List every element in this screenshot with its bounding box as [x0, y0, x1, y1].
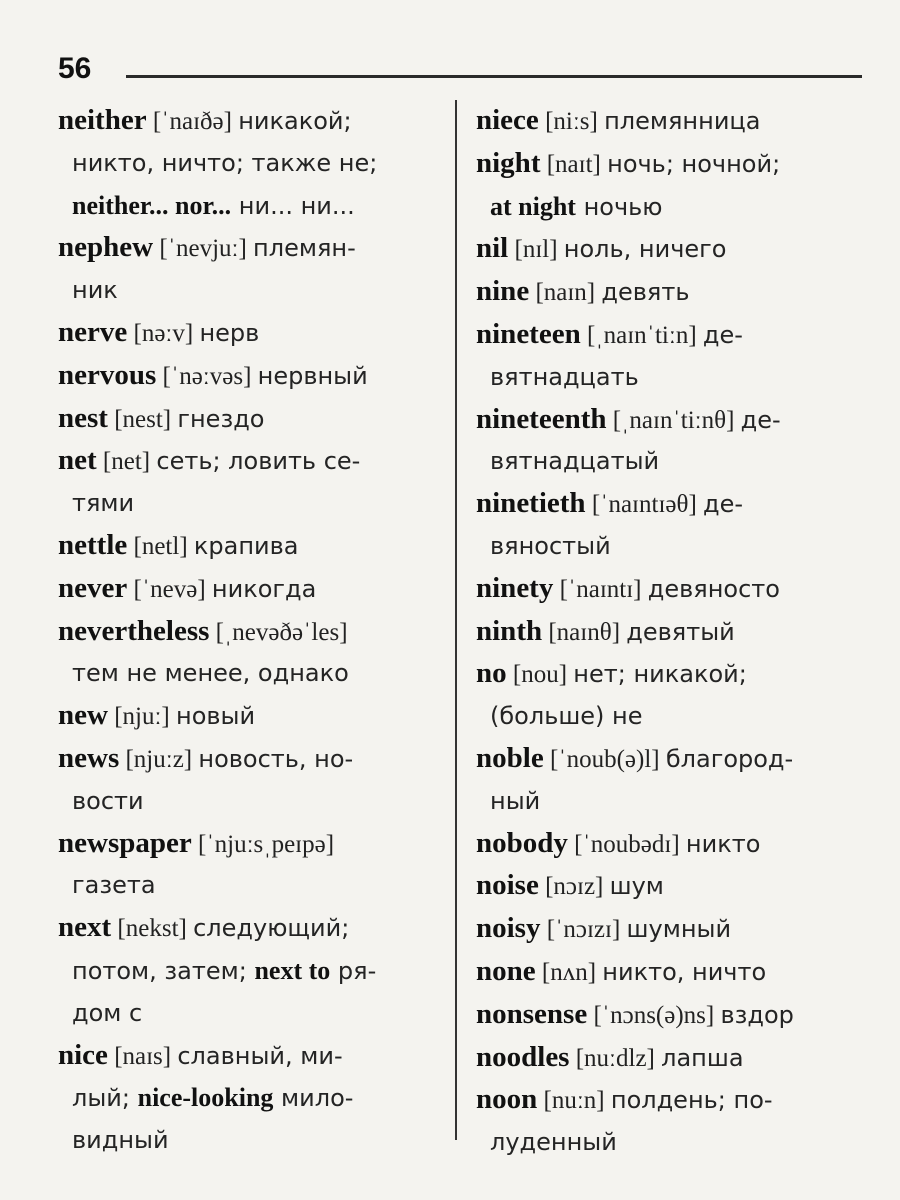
definition: племянница: [604, 107, 761, 135]
definition: девятый: [626, 617, 735, 646]
definition: следующий;: [193, 914, 350, 943]
dictionary-entry: [58, 823, 440, 908]
transcription: [ˈnɔɪzɪ]: [540, 916, 627, 944]
entry-continuation-line: [476, 441, 860, 483]
transcription: [nou]: [506, 661, 574, 689]
entry-first-line: [476, 823, 860, 866]
dictionary-entry: [58, 695, 440, 738]
entry-first-line: [476, 1037, 860, 1080]
dictionary-entry: [476, 823, 860, 866]
dictionary-entry: [476, 738, 860, 823]
headword: nobody: [476, 826, 568, 859]
definition: де-: [703, 490, 744, 519]
definition: ночью: [575, 192, 663, 221]
headword: ninth: [476, 614, 543, 647]
phrase: neither... nor...: [72, 190, 232, 220]
dictionary-entry: [476, 908, 860, 951]
headword: ninety: [476, 571, 554, 604]
headword: nice: [58, 1038, 108, 1071]
entry-first-line: [476, 994, 860, 1037]
entry-first-line: [58, 1035, 440, 1078]
entry-first-line: [58, 738, 440, 781]
entry-first-line: [58, 227, 440, 270]
definition: мило-: [273, 1084, 354, 1113]
entry-first-line: [476, 271, 860, 314]
dictionary-entry: [58, 525, 440, 568]
headword: noble: [476, 741, 544, 774]
dictionary-entry: [476, 100, 860, 143]
phrase: at night: [490, 191, 576, 221]
headword: nephew: [58, 231, 154, 264]
dictionary-entry: [476, 483, 860, 568]
dictionary-entry: [476, 568, 860, 611]
definition: гнездо: [177, 404, 265, 433]
definition: (больше) не: [490, 702, 643, 731]
definition: новый: [176, 702, 256, 731]
definition: крапива: [193, 531, 299, 560]
headword: nevertheless: [58, 614, 210, 647]
dictionary-column-right: [476, 100, 860, 1164]
transcription: [njuːz]: [119, 745, 199, 773]
entry-first-line: [476, 908, 860, 951]
definition: ноль, ничего: [563, 235, 727, 264]
definition: никакой;: [238, 107, 352, 135]
entry-continuation-line: [58, 483, 440, 525]
definition: вздор: [720, 1000, 794, 1029]
transcription: [ˈnaɪðə]: [146, 108, 239, 135]
entry-continuation-line: [58, 781, 440, 823]
headword: nineteenth: [476, 402, 607, 435]
definition: племян-: [253, 234, 356, 263]
entry-first-line: [58, 355, 440, 398]
entry-continuation-line: [476, 357, 860, 399]
headword: never: [58, 571, 128, 604]
transcription: [nəːv]: [127, 319, 200, 347]
entry-continuation-line: [58, 865, 440, 907]
headword: news: [58, 741, 120, 774]
dictionary-entry: [58, 1035, 440, 1162]
dictionary-entry: [58, 738, 440, 823]
transcription: [ˈnoubədɪ]: [567, 830, 686, 858]
transcription: [ˌnevəðəˈles]: [209, 618, 348, 646]
dictionary-entry: [476, 653, 860, 738]
headword: none: [476, 954, 536, 987]
entry-first-line: [476, 483, 860, 526]
definition: потом, затем;: [72, 956, 255, 985]
headword: no: [476, 657, 507, 690]
headword: nest: [58, 401, 108, 434]
definition: ни... ни...: [231, 191, 355, 220]
transcription: [naɪs]: [107, 1042, 178, 1070]
phrase: nice-looking: [137, 1083, 274, 1113]
transcription: [netl]: [127, 532, 194, 560]
header-rule: [126, 75, 862, 78]
headword: noisy: [476, 912, 541, 945]
definition: де-: [740, 405, 781, 434]
entry-continuation-line: [476, 186, 860, 229]
entry-continuation-line: [476, 696, 860, 738]
entry-first-line: [476, 568, 860, 611]
definition: тями: [72, 489, 135, 518]
definition: нерв: [199, 318, 260, 347]
entry-first-line: [58, 525, 440, 568]
definition: девять: [601, 278, 690, 307]
dictionary-entry: [476, 399, 860, 484]
dictionary-entry: [58, 440, 440, 525]
transcription: [njuː]: [107, 703, 176, 731]
entry-first-line: [58, 568, 440, 611]
entry-first-line: [476, 865, 860, 908]
definition: шумный: [626, 915, 732, 944]
entry-first-line: [476, 143, 860, 186]
entry-first-line: [58, 398, 440, 441]
headword: ninetieth: [476, 487, 586, 520]
entry-continuation-line: [476, 1122, 860, 1164]
headword: new: [58, 699, 108, 732]
dictionary-entry: [58, 398, 440, 441]
headword: noon: [476, 1083, 538, 1116]
entry-continuation-line: [58, 993, 440, 1035]
definition: дом с: [72, 998, 143, 1027]
transcription: [nuːdlz]: [569, 1044, 662, 1072]
transcription: [niːs]: [538, 108, 605, 135]
entry-first-line: [58, 312, 440, 355]
entry-continuation-line: [58, 270, 440, 312]
dictionary-entry: [58, 568, 440, 611]
entry-first-line: [476, 951, 860, 994]
dictionary-entry: [58, 100, 440, 227]
entry-continuation-line: [58, 143, 440, 185]
dictionary-entry: [476, 228, 860, 271]
definition: видный: [72, 1126, 169, 1155]
entry-first-line: [476, 228, 860, 271]
entry-first-line: [58, 907, 440, 950]
transcription: [nuːn]: [537, 1087, 611, 1115]
entry-continuation-line: [476, 526, 860, 568]
definition: полдень; по-: [610, 1086, 773, 1115]
dictionary-entry: [58, 611, 440, 696]
headword: next: [58, 911, 112, 944]
entry-first-line: [476, 653, 860, 696]
definition: шум: [609, 872, 664, 901]
definition: ря-: [330, 956, 377, 985]
dictionary-entry: [58, 227, 440, 312]
dictionary-entry: [58, 907, 440, 1034]
headword: net: [58, 444, 97, 477]
phrase: next to: [254, 955, 331, 985]
dictionary-entry: [476, 143, 860, 229]
page-number: 56: [58, 52, 92, 85]
definition: девяносто: [647, 574, 780, 603]
headword: nil: [476, 232, 509, 265]
definition: благород-: [665, 744, 794, 773]
definition: газета: [72, 871, 156, 900]
headword: night: [476, 146, 541, 179]
transcription: [ˈnəːvəs]: [156, 362, 258, 390]
definition: вятнадцать: [490, 362, 639, 391]
entry-first-line: [476, 611, 860, 654]
definition: ночь; ночной;: [607, 149, 781, 178]
headword: nettle: [58, 528, 128, 561]
entry-continuation-line: [58, 1077, 440, 1120]
definition: никогда: [211, 574, 317, 603]
definition: тем не менее, однако: [72, 659, 349, 688]
transcription: [naɪnθ]: [542, 618, 627, 646]
entry-continuation-line: [58, 185, 440, 228]
headword: nonsense: [476, 997, 588, 1030]
headword: newspaper: [58, 826, 192, 859]
transcription: [ˌnaɪnˈtiːnθ]: [606, 406, 741, 434]
definition: вяностый: [490, 531, 611, 560]
definition: нет; никакой;: [573, 660, 747, 689]
dictionary-entry: [476, 1079, 860, 1164]
dictionary-entry: [476, 271, 860, 314]
transcription: [ˈnaɪntɪəθ]: [585, 491, 704, 519]
transcription: [nest]: [107, 405, 178, 433]
definition: ник: [72, 276, 118, 305]
dictionary-entry: [476, 994, 860, 1037]
transcription: [ˈnaɪntɪ]: [553, 575, 648, 603]
dictionary-entry: [476, 951, 860, 994]
dictionary-entry: [58, 312, 440, 355]
entry-continuation-line: [58, 1120, 440, 1162]
transcription: [ˈnjuːsˌpeɪpə]: [191, 830, 335, 858]
entry-first-line: [476, 314, 860, 357]
definition: луденный: [490, 1128, 617, 1157]
entry-first-line: [58, 611, 440, 654]
headword: niece: [476, 104, 539, 136]
headword: nineteen: [476, 317, 581, 350]
entry-continuation-line: [476, 781, 860, 823]
transcription: [nʌn]: [535, 958, 603, 986]
headword: neither: [58, 104, 147, 136]
definition: лый;: [72, 1084, 138, 1113]
headword: nervous: [58, 358, 157, 391]
transcription: [ˌnaɪnˈtiːn]: [580, 321, 703, 349]
dictionary-entry: [476, 314, 860, 399]
transcription: [naɪn]: [529, 279, 602, 307]
dictionary-entry: [476, 865, 860, 908]
transcription: [nɔɪz]: [538, 873, 610, 901]
headword: noodles: [476, 1040, 570, 1073]
dictionary-entry: [58, 355, 440, 398]
definition: ный: [490, 786, 541, 815]
transcription: [ˈnevə]: [127, 575, 212, 603]
transcription: [ˈnevjuː]: [153, 235, 254, 263]
transcription: [net]: [96, 448, 157, 476]
entry-first-line: [58, 695, 440, 738]
definition: нервный: [257, 361, 368, 390]
definition: вости: [72, 786, 144, 815]
entry-first-line: [476, 738, 860, 781]
transcription: [nɪl]: [508, 236, 564, 264]
transcription: [nekst]: [111, 915, 194, 943]
entry-continuation-line: [58, 950, 440, 993]
definition: лапша: [661, 1043, 744, 1072]
entry-first-line: [476, 100, 860, 143]
entry-first-line: [476, 1079, 860, 1122]
definition: никто: [685, 829, 761, 858]
dictionary-entry: [476, 1037, 860, 1080]
transcription: [naɪt]: [540, 150, 608, 178]
definition: де-: [702, 320, 743, 349]
entry-first-line: [476, 399, 860, 442]
dictionary-entry: [476, 611, 860, 654]
entry-continuation-line: [58, 653, 440, 695]
definition: никто, ничто: [602, 957, 767, 986]
headword: nine: [476, 275, 530, 308]
entry-first-line: [58, 823, 440, 866]
definition: славный, ми-: [177, 1041, 343, 1070]
entry-first-line: [58, 100, 440, 143]
entry-first-line: [58, 440, 440, 483]
definition: сеть; ловить се-: [156, 447, 361, 476]
transcription: [ˈnɔns(ə)ns]: [587, 1001, 721, 1029]
definition: никто, ничто; также не;: [72, 148, 378, 177]
dictionary-column-left: [58, 100, 440, 1162]
transcription: [ˈnoub(ə)l]: [543, 745, 666, 773]
definition: новость, но-: [198, 744, 354, 773]
headword: nerve: [58, 315, 128, 348]
headword: noise: [476, 869, 539, 902]
definition: вятнадцатый: [490, 447, 660, 476]
column-divider: [455, 100, 457, 1140]
